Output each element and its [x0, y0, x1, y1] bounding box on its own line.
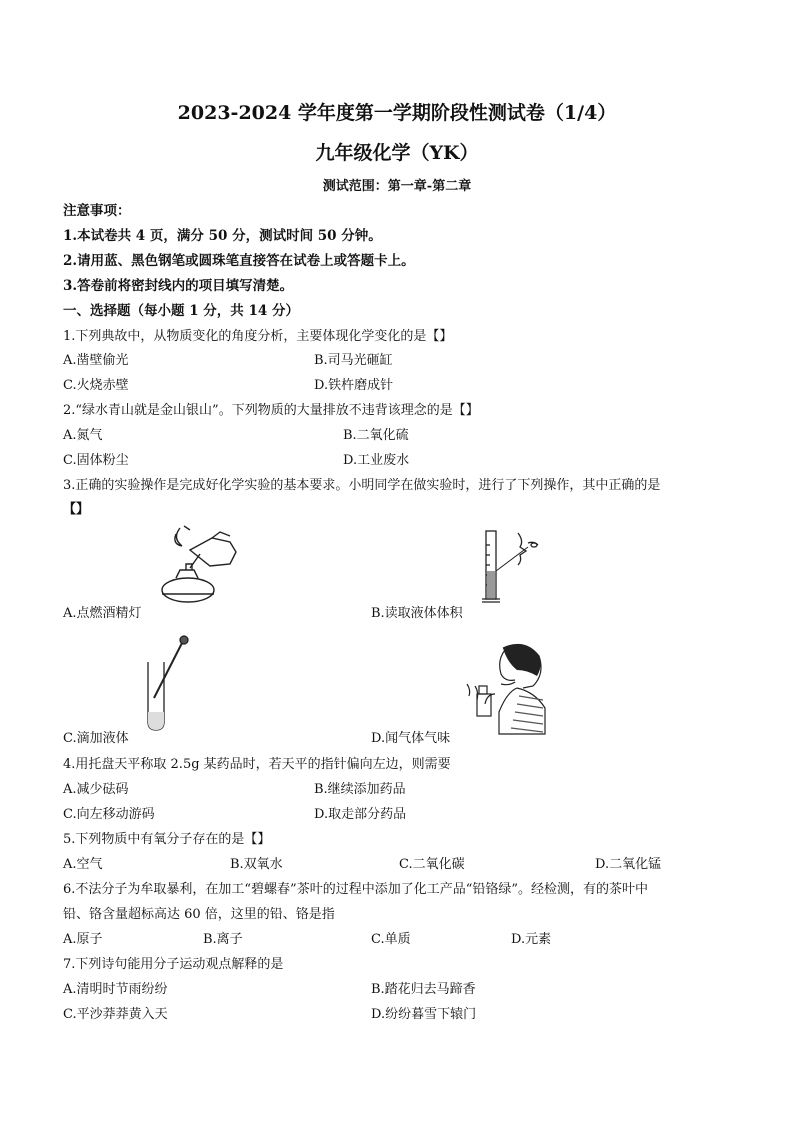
alcohol-lamp-lighting-illustration [150, 520, 250, 608]
dropper-test-tube-illustration [138, 632, 198, 732]
question-2-option-b: B.二氧化硫 [343, 428, 409, 443]
question-6-option-c: C.单质 [371, 932, 411, 947]
subject-title: 九年级化学（YK） [315, 142, 479, 164]
question-3-option-c: C.滴加液体 [63, 731, 129, 746]
question-3-option-a: A.点燃酒精灯 [63, 606, 142, 621]
question-4-option-b: B.继续添加药品 [314, 782, 406, 797]
question-3-stem: 3.正确的实验操作是完成好化学实验的基本要求。小明同学在做实验时，进行了下列操作，其中正确的是 [63, 478, 661, 493]
question-6-option-b: B.离子 [203, 932, 243, 947]
question-2-option-c: C.固体粉尘 [63, 453, 129, 468]
question-5-option-b: B.双氧水 [230, 857, 283, 872]
question-6-option-a: A.原子 [63, 932, 103, 947]
question-2-option-a: A.氮气 [63, 428, 103, 443]
test-scope: 测试范围：第一章-第二章 [322, 179, 472, 194]
question-5-stem: 5.下列物质中有氧分子存在的是【】 [63, 832, 271, 847]
section-heading: 一、选择题（每小题 1 分，共 14 分） [63, 303, 299, 319]
question-7-option-b: B.踏花归去马蹄香 [371, 982, 476, 997]
note-item-2: 2.请用蓝、黑色钢笔或圆珠笔直接答在试卷上或答题卡上。 [63, 253, 415, 269]
question-6-stem-line2: 铅、铬含量超标高达 60 倍，这里的铅、铬是指 [63, 907, 335, 922]
page-title: 2023-2024 学年度第一学期阶段性测试卷（1/4） [177, 102, 617, 124]
question-2-option-d: D.工业废水 [343, 453, 410, 468]
question-4-stem: 4.用托盘天平称取 2.5g 某药品时，若天平的指针偏向左边，则需要 [63, 757, 451, 772]
question-4-option-a: A.减少砝码 [63, 782, 129, 797]
question-4-option-c: C.向左移动游码 [63, 807, 155, 822]
question-3-stem-bracket: 【】 [63, 502, 90, 517]
question-5-option-d: D.二氧化锰 [595, 857, 662, 872]
question-1-stem: 1.下列典故中，从物质变化的角度分析，主要体现化学变化的是【】 [63, 329, 453, 344]
graduated-cylinder-reading-illustration [478, 525, 550, 605]
question-7-option-a: A.清明时节雨纷纷 [63, 982, 168, 997]
notes-heading: 注意事项： [63, 203, 131, 219]
question-7-stem: 7.下列诗句能用分子运动观点解释的是 [63, 957, 284, 972]
question-3-option-d: D.闻气体气味 [371, 731, 451, 746]
question-7-option-d: D.纷纷暮雪下辕门 [371, 1007, 477, 1022]
question-5-option-a: A.空气 [63, 857, 103, 872]
smelling-gas-illustration [455, 638, 555, 736]
question-1-option-a: A.凿壁偷光 [63, 353, 129, 368]
question-6-stem: 6.不法分子为牟取暴利，在加工“碧螺春”茶叶的过程中添加了化工产品“铅铬绿”。经检测，有的茶叶中 [63, 882, 648, 897]
note-item-3: 3.答卷前将密封线内的项目填写清楚。 [63, 278, 294, 294]
question-6-option-d: D.元素 [511, 932, 552, 947]
question-7-option-c: C.平沙莽莽黄入天 [63, 1007, 168, 1022]
question-1-option-d: D.铁杵磨成针 [314, 378, 394, 393]
note-item-1: 1.本试卷共 4 页，满分 50 分，测试时间 50 分钟。 [63, 228, 382, 244]
question-3-option-b: B.读取液体体积 [371, 606, 463, 621]
question-1-option-b: B.司马光砸缸 [314, 353, 393, 368]
question-5-option-c: C.二氧化碳 [399, 857, 465, 872]
question-4-option-d: D.取走部分药品 [314, 807, 407, 822]
question-1-option-c: C.火烧赤壁 [63, 378, 129, 393]
question-2-stem: 2.“绿水青山就是金山银山”。下列物质的大量排放不违背该理念的是【】 [63, 403, 479, 418]
